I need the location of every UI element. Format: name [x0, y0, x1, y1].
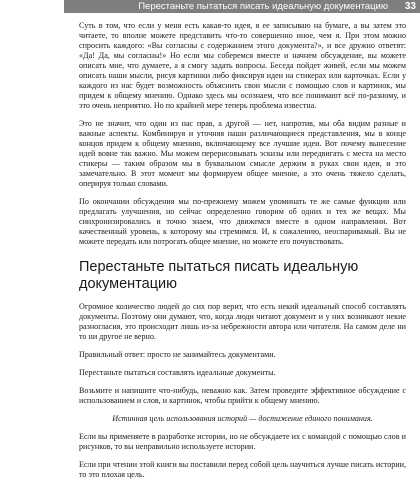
body-paragraph: Суть в том, что если у меня есть какая-то идея, я ее записываю на бумаге, а вы затем это читаете, то вполне можете представить что-то совершенно иное, чем я. При этом можно спросить каждого: «Вы согласны с содержанием этого документа?», и все дружно ответят: «Да! Да, мы согласны!» Но если мы соберемся вместе и начнем обсуждение, вы можете описать мне, что думаете, а я смогу задать вопросы. Беседа пойдет живей, если мы можем описать наши мысли, рисуя картинки либо фиксируя идеи на стикерах или карточках. Если у каждого из нас будет возможность объяснить свои мысли с помощью слов и картинок, мы придем к общему мнению. Однако здесь мы осознаем, что все понимают всё по-разному, и это очень неприятно. Но по крайней мере теперь проблема известна. — [79, 21, 406, 110]
running-header-title: Перестаньте пытаться писать идеальную документацию — [138, 1, 388, 12]
body-paragraph: Это не значит, что один из нас прав, а другой — нет, напротив, мы оба видим разные и важные аспекты. Комбинируя и уточняя наши различающиеся представления, мы в конце концов придем к общему мнению, включающему все лучшие идеи. Вот почему вынесение идей вовне так важно. Мы можем перерисовывать эскизы или передвигать с места на место стикеры — таким образом мы в буквальном смысле держим в руках свои идеи, и это замечательно. В этот момент мы формируем общее мнение, а это очень тяжело сделать, оперируя только словами. — [79, 119, 406, 188]
body-paragraph: Если вы применяете в разработке истории, но не обсуждаете их с командой с помощью слов и рисунков, то вы неправильно используете истории. — [79, 432, 406, 451]
body-paragraph: Перестаньте пытаться составлять идеальные документы. — [79, 368, 276, 377]
section-heading: Перестаньте пытаться писать идеальную документацию — [79, 259, 359, 292]
body-paragraph: Правильный ответ: просто не занимайтесь документами. — [79, 350, 276, 359]
body-paragraph: Огромное количество людей до сих пор верит, что есть некий идеальный способ составлять документы. Поэтому они думают, что, когда люди читают документ и у них возникают некие разногласия, это происходит лишь из-за небрежности автора или читателя. На самом деле ни то ни другое не верно. — [79, 302, 406, 341]
running-header — [64, 0, 420, 13]
key-quote: Истинная цель использования историй — достижение единого понимания. — [112, 414, 373, 423]
page-content — [79, 21, 406, 488]
body-paragraph: По окончании обсуждения мы по-прежнему можем упоминать те же самые функции или предлагать улучшения, но сейчас определенно говорим об одних и тех же вещах. Мы синхронизировались и точно знаем, что движемся вместе в одном направлении. Вот качественный уровень, к которому мы стремимся. И, к сожалению, неоспаривамый. Вы не можете передать или потрогать общее мнение, но можете его почувствовать. — [79, 197, 406, 246]
page-number: 33 — [404, 1, 416, 12]
body-paragraph: Если при чтении этой книги вы поставили перед собой цель научиться лучше писать истории, то это плохая цель. — [79, 460, 406, 479]
body-paragraph: Возьмите и напишите что-нибудь, неважно как. Затем проведите эффективное обсуждение с использованием и слов, и картинок, чтобы прийти к общему мнению. — [79, 386, 406, 405]
